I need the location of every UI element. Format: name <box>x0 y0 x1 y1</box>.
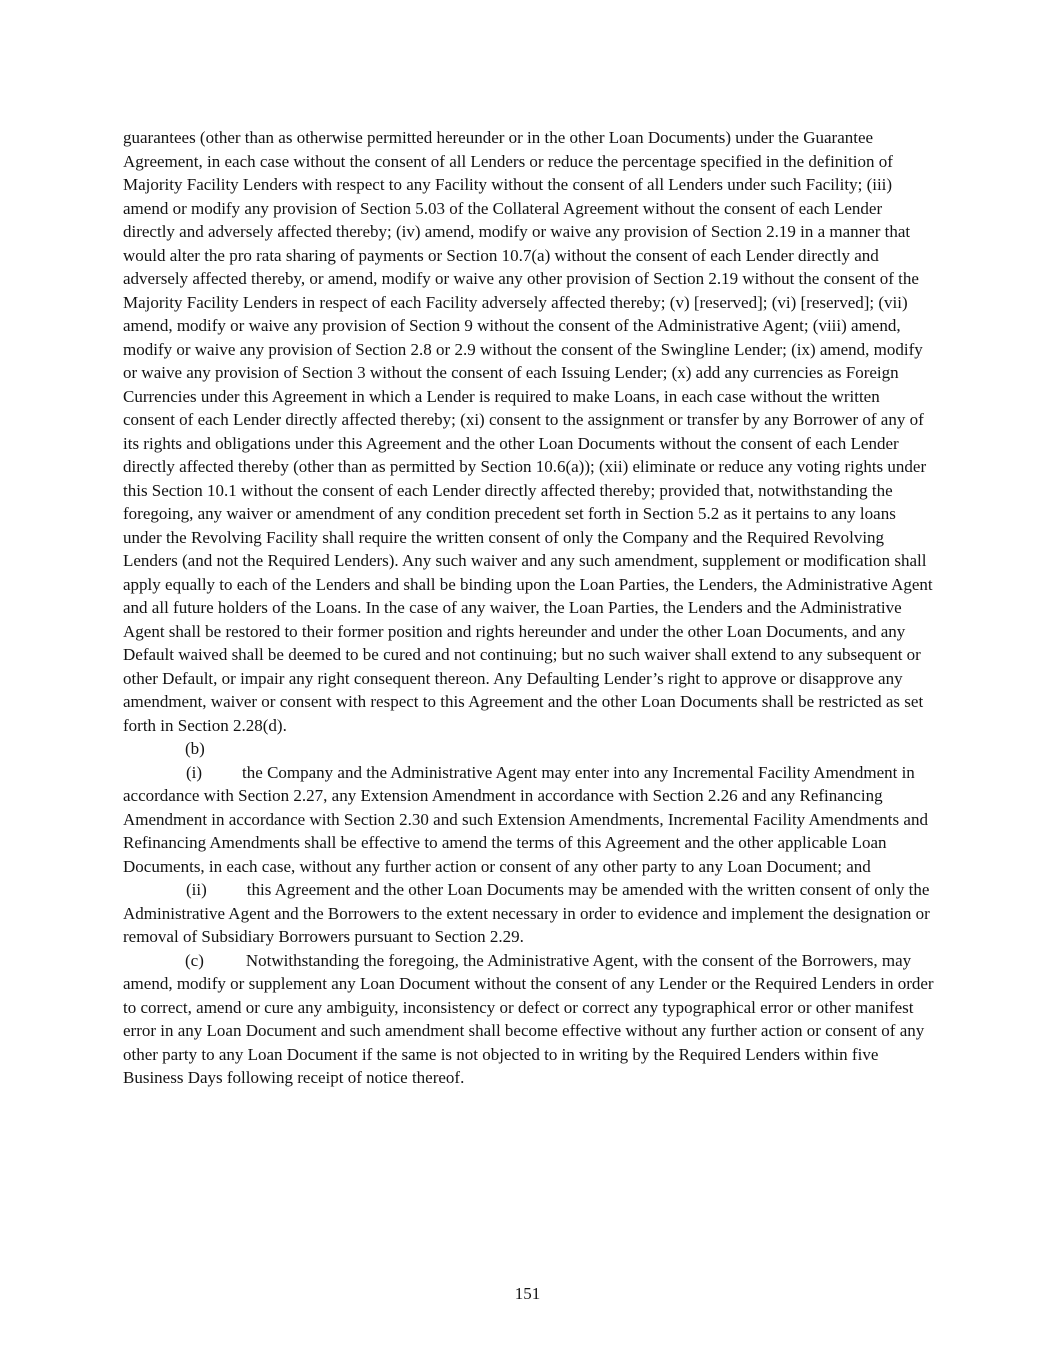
clause-b-label: (b) <box>185 739 205 758</box>
clause-b-sub-i-text: the Company and the Administrative Agent may enter into any Incremental Facility Amendment in accordance with Section 2.27, any Extension Amendment in accordance with Section 2.26 and any Refinancing Amendment in accordance with Section 2.30 and such Extension Amendments, Incremental Facility Amendments and Refinancing Amendments shall be effective to amend the terms of this Agreement and the other applicable Loan Documents, in each case, without any further action or consent of any other party to any Loan Document; and <box>123 762 928 876</box>
clause-c-label: (c) <box>185 950 204 970</box>
clause-b-sub-i-label: (i) <box>186 762 203 782</box>
document-body <box>123 126 935 1090</box>
clause-b <box>123 737 935 761</box>
main-paragraph: guarantees (other than as otherwise permitted hereunder or in the other Loan Documents) under the Guarantee Agreement, in each case without the consent of all Lenders or reduce the percentage specified in the definition of Majority Facility Lenders with respect to any Facility without the consent of all Lenders under such Facility; (iii) amend or modify any provision of Section 5.03 of the Collateral Agreement without the consent of each Lender directly and adversely affected thereby; (iv) amend, modify or waive any provision of Section 2.19 in a manner that would alter the pro rata sharing of payments or Section 10.7(a) without the consent of each Lender directly and adversely affected thereby, or amend, modify or waive any other provision of Section 2.19 without the consent of the Majority Facility Lenders in respect of each Facility adversely affected thereby; (v) [reserved]; (vi) [reserved]; (vii) amend, modify or waive any provision of Section 9 without the consent of the Administrative Agent; (viii) amend, modify or waive any provision of Section 2.8 or 2.9 without the consent of the Swingline Lender; (ix) amend, modify or waive any provision of Section 3 without the consent of each Issuing Lender; (x) add any currencies as Foreign Currencies under this Agreement in which a Lender is required to make Loans, in each case without the written consent of each Lender directly affected thereby; (xi) consent to the assignment or transfer by any Borrower of any of its rights and obligations under this Agreement and the other Loan Documents without the consent of each Lender directly affected thereby (other than as permitted by Section 10.6(a)); (xii) eliminate or reduce any voting rights under this Section 10.1 without the consent of each Lender directly affected thereby; provided that, notwithstanding the foregoing, any waiver or amendment of any condition precedent set forth in Section 5.2 as it pertains to any loans under the Revolving Facility shall require the written consent of only the Company and the Required Revolving Lenders (and not the Required Lenders). Any such waiver and any such amendment, supplement or modification shall apply equally to each of the Lenders and shall be binding upon the Loan Parties, the Lenders, the Administrative Agent and all future holders of the Loans. In the case of any waiver, the Loan Parties, the Lenders and the Administrative Agent shall be restored to their former position and rights hereunder and under the other Loan Documents, and any Default waived shall be deemed to be cured and not continuing; but no such waiver shall extend to any subsequent or other Default, or impair any right consequent thereon. Any Defaulting Lender’s right to approve or disapprove any amendment, waiver or consent with respect to this Agreement and the other Loan Documents shall be restricted as set forth in Section 2.28(d). <box>123 128 933 735</box>
clause-c <box>123 949 935 1090</box>
clause-c-text: Notwithstanding the foregoing, the Administrative Agent, with the consent of the Borrowers, may amend, modify or supplement any Loan Document without the consent of any Lender or the Required Lenders in order to correct, amend or cure any ambiguity, inconsistency or defect or correct any typographical error or other manifest error in any Loan Document and such amendment shall become effective without any further action or consent of any other party to any Loan Document if the same is not objected to in writing by the Required Lenders within five Business Days following receipt of notice thereof. <box>123 950 934 1087</box>
clause-b-sub-ii-label: (ii) <box>186 880 207 899</box>
clause-b-sub-ii <box>123 878 935 949</box>
clause-b-sub-i <box>123 761 935 879</box>
clause-b-sub-ii-text: this Agreement and the other Loan Documents may be amended with the written consent of only the Administrative Agent and the Borrowers to the extent necessary in order to evidence and implement the designation or removal of Subsidiary Borrowers pursuant to Section 2.29. <box>123 880 930 946</box>
page-number: 151 <box>514 1284 541 1303</box>
